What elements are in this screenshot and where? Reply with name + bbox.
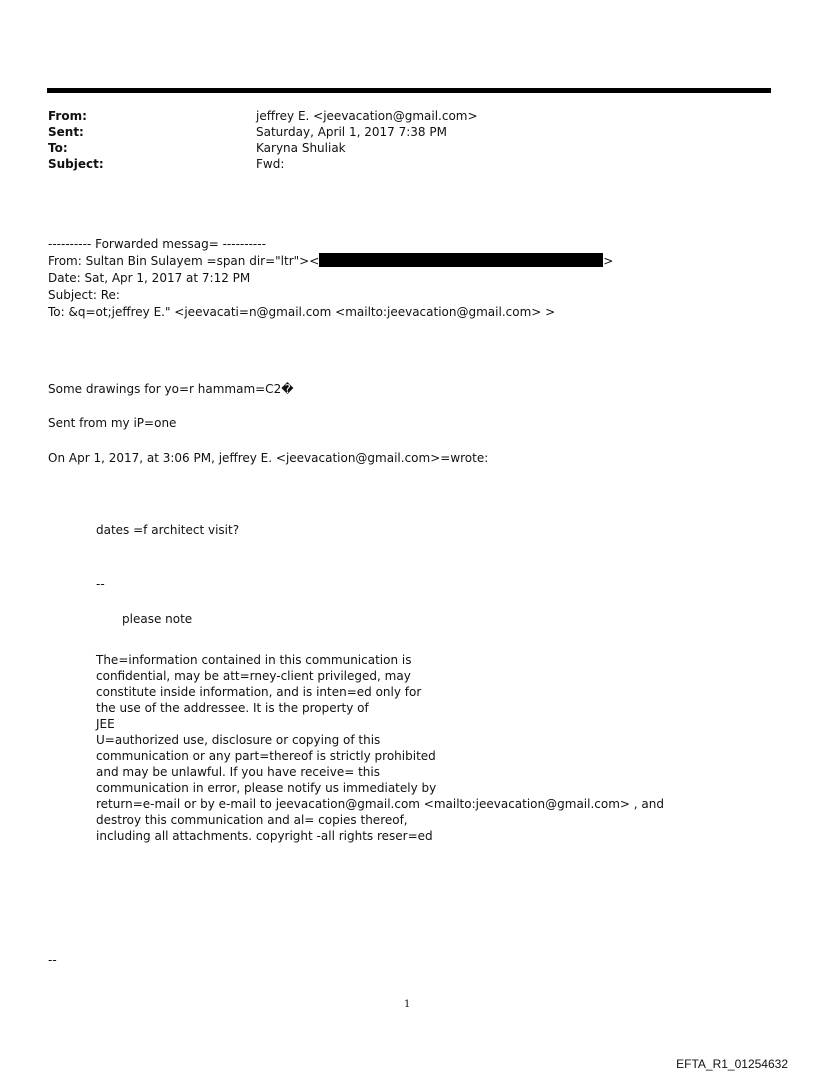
notice-line: communication or any part=thereof is strictly prohibited: [96, 749, 436, 763]
notice-line: confidential, may be att=rney-client privileged, may: [96, 669, 411, 683]
sent-label: Sent:: [48, 125, 84, 139]
forward-subject: Subject: Re:: [48, 288, 120, 302]
forward-separator: ---------- Forwarded messag= ----------: [48, 237, 266, 251]
notice-line: constitute inside information, and is inten=ed only for: [96, 685, 422, 699]
end-dashes: --: [48, 953, 57, 967]
page-number: 1: [404, 999, 411, 1010]
please-note: please note: [122, 612, 193, 626]
confidentiality-notice: [96, 652, 664, 844]
notice-line: and may be unlawful. If you have receive= this: [96, 765, 380, 779]
signature-dashes: --: [96, 577, 105, 591]
body-line-sent-from: Sent from my iP=one: [48, 416, 177, 430]
from-label: From:: [48, 109, 87, 123]
forward-date: Date: Sat, Apr 1, 2017 at 7:12 PM: [48, 271, 251, 285]
quoted-question: dates =f architect visit?: [96, 523, 240, 537]
subject-value: Fwd:: [256, 157, 285, 171]
notice-line: U=authorized use, disclosure or copying of this: [96, 733, 381, 747]
body-line-on-wrote: On Apr 1, 2017, at 3:06 PM, jeffrey E. <jeevacation@gmail.com>=wrote:: [48, 451, 489, 465]
to-value: Karyna Shuliak: [256, 141, 346, 155]
from-value: jeffrey E. <jeevacation@gmail.com>: [256, 109, 478, 123]
to-label: To:: [48, 141, 68, 155]
forward-from-text: From: Sultan Bin Sulayem =span dir="ltr"><: [48, 254, 320, 268]
notice-line: communication in error, please notify us immediately by: [96, 781, 437, 795]
notice-line: destroy this communication and al= copies thereof,: [96, 813, 408, 827]
sent-row: [48, 124, 478, 140]
forwarded-block: [48, 236, 613, 321]
notice-line: return=e-mail or by e-mail to jeevacation@gmail.com <mailto:jeevacation@gmail.com> , and: [96, 797, 664, 811]
notice-line: The=information contained in this communication is: [96, 653, 412, 667]
notice-line: the use of the addressee. It is the property of: [96, 701, 369, 715]
to-row: [48, 140, 478, 156]
header-rule: [47, 88, 771, 93]
sent-value: Saturday, April 1, 2017 7:38 PM: [256, 125, 447, 139]
forward-to: To: &q=ot;jeffrey E." <jeevacati=n@gmail.com <mailto:jeevacation@gmail.com> >: [48, 305, 556, 319]
notice-line: including all attachments. copyright -all rights reser=ed: [96, 829, 433, 843]
forward-from-line: [48, 253, 613, 270]
subject-row: [48, 156, 478, 172]
subject-label: Subject:: [48, 157, 104, 171]
email-header: [48, 108, 478, 172]
body-line-drawings: Some drawings for yo=r hammam=C2�: [48, 382, 294, 396]
notice-line: JEE: [96, 717, 115, 731]
from-row: [48, 108, 478, 124]
bates-number: EFTA_R1_01254632: [676, 1057, 788, 1071]
redaction-bar: [319, 253, 603, 267]
forward-from-close: >: [603, 254, 614, 268]
